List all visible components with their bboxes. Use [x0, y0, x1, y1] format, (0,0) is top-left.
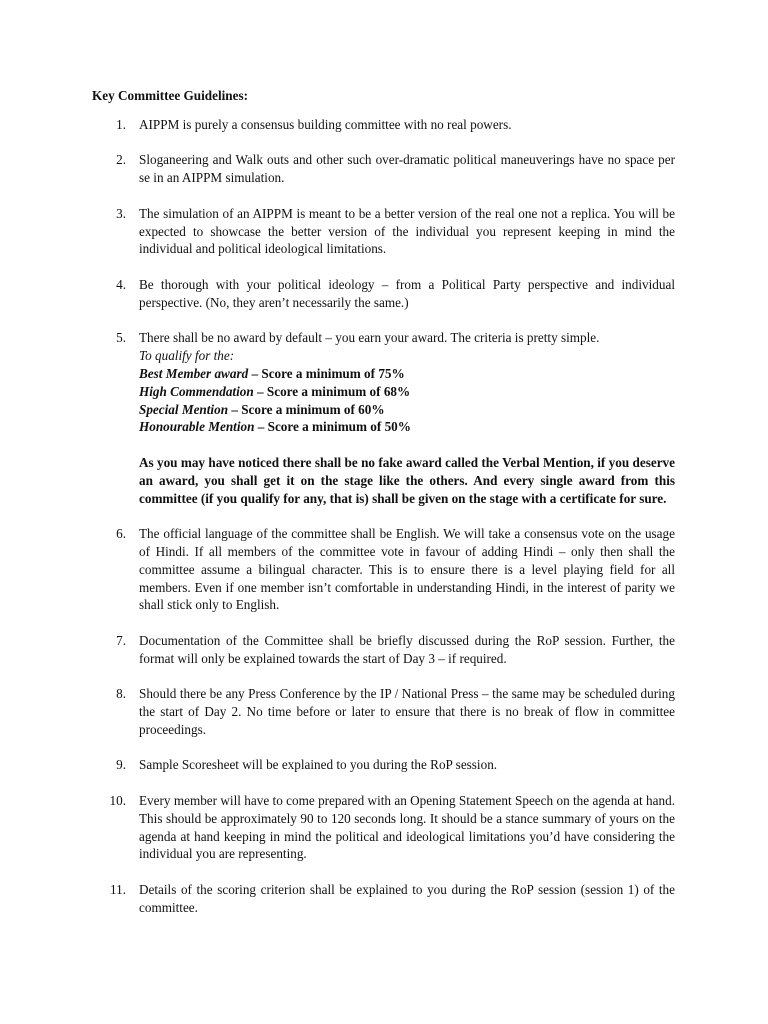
item-number: 9. [116, 757, 126, 773]
award-criteria: – Score a minimum of 75% [248, 365, 405, 381]
list-item [92, 685, 675, 738]
item-text: The official language of the committee shall be English. We will take a consensus vote on the usage of Hindi. If all members of the committee vote in favour of adding Hindi – only then shall the committee assume a bilingual character. This is to ensure there is a level playing field for all members. Even if one member isn’t comfortable in understanding Hindi, in the interest of parity we shall stick only to English. [139, 526, 675, 613]
list-item [92, 756, 675, 774]
list-item [92, 116, 675, 134]
item-number: 3. [116, 205, 126, 221]
award-name: Best Member award [139, 365, 249, 381]
item-number: 1. [116, 116, 126, 132]
list-item [92, 525, 675, 614]
item-number: 10. [109, 793, 126, 809]
award-high-commendation [139, 383, 675, 401]
award-note: As you may have noticed there shall be no fake award called the Verbal Mention, if you deserve an award, you shall get it on the stage like the others. And every single award from this committee (if you qualify for any, that is) shall be given on the stage with a certificate for sure. [139, 454, 675, 506]
item-number: 2. [116, 152, 126, 168]
list-item-awards [92, 329, 675, 507]
item-text: Sloganeering and Walk outs and other such over-dramatic political maneuverings have no space per se in an AIPPM simulation. [139, 152, 675, 186]
item-text: Details of the scoring criterion shall be explained to you during the RoP session (session 1) of the committee. [139, 882, 675, 915]
award-criteria: – Score a minimum of 68% [253, 383, 411, 399]
award-name: Honourable Mention [139, 419, 255, 435]
item-text: Every member will have to come prepared with an Opening Statement Speech on the agenda at hand. This should be approximately 90 to 120 seconds long. It should be a stance summary of yours on the agenda at hand keeping in mind the political and ideological limitations you’d have considering the individual you are representing. [139, 793, 675, 862]
item-number: 4. [116, 276, 126, 292]
item-text: Should there be any Press Conference by the IP / National Press – the same may be scheduled during the start of Day 2. No time before or later to ensure that there is no break of flow in committee proceedings. [139, 686, 675, 737]
page-title: Key Committee Guidelines: [92, 88, 249, 103]
award-name: High Commendation [139, 383, 254, 399]
item-text: The simulation of an AIPPM is meant to be a better version of the real one not a replica. You will be expected to showcase the better version of the individual you represent keeping in mind the individual and political ideological limitations. [139, 205, 675, 257]
award-name: Special Mention [139, 401, 229, 417]
item-text: Be thorough with your political ideology – from a Political Party perspective and individual perspective. (No, they aren’t necessarily the same.) [139, 276, 675, 310]
guidelines-list [92, 116, 675, 917]
award-intro: To qualify for the: [139, 348, 235, 364]
item-text: Sample Scoresheet will be explained to you during the RoP session. [139, 757, 498, 773]
list-item [92, 632, 675, 668]
item-number: 7. [116, 632, 126, 648]
list-item [92, 881, 675, 917]
item-text: There shall be no award by default – you earn your award. The criteria is pretty simple. [139, 330, 600, 346]
list-item [92, 205, 675, 258]
list-item [92, 151, 675, 187]
item-text: Documentation of the Committee shall be briefly discussed during the RoP session. Further, the format will only be explained towards the start of Day 3 – if required. [139, 632, 675, 666]
item-number: 5. [116, 330, 126, 346]
award-criteria: – Score a minimum of 60% [228, 401, 385, 417]
award-best-member [139, 365, 675, 383]
item-number: 11. [110, 882, 126, 898]
document-page [92, 87, 675, 934]
award-special-mention [139, 401, 675, 419]
item-text: AIPPM is purely a consensus building committee with no real powers. [139, 116, 512, 132]
award-honourable-mention [139, 418, 675, 436]
list-item [92, 792, 675, 863]
award-criteria: – Score a minimum of 50% [254, 419, 411, 435]
item-number: 8. [116, 686, 126, 702]
item-number: 6. [116, 526, 126, 542]
list-item [92, 276, 675, 312]
